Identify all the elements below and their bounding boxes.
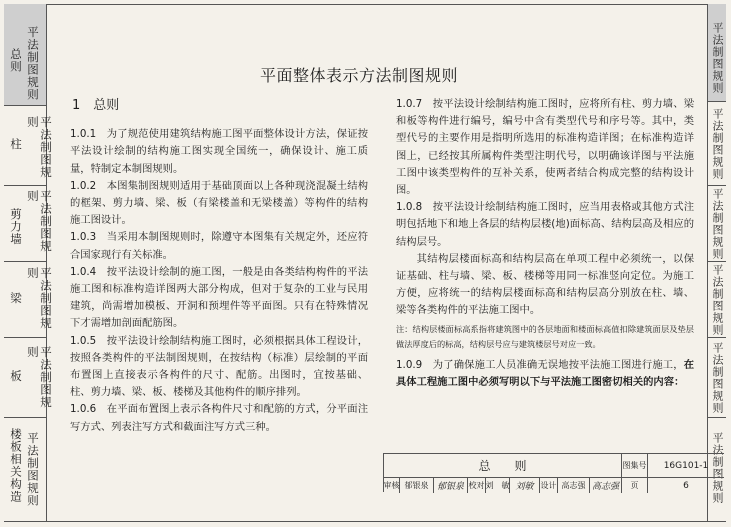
left-tab-main: 平法制图规则 xyxy=(26,346,53,409)
left-tab-slab[interactable] xyxy=(4,338,53,418)
clause-1-0-9 xyxy=(396,357,694,391)
note-text: 注：结构层楼面标高系指将建筑图中的各层地面和楼面标高值扣除建筑面层及垫层做法厚度后的标高，结构层号应与建筑楼层号对应一致。 xyxy=(396,323,694,350)
design-label: 设计 xyxy=(540,478,558,493)
clause-1-0-9-bold: 在具体工程施工图中必须写明以下与平法施工图密切相关的内容： xyxy=(396,358,694,388)
right-tab-label: 平法制图规则 xyxy=(711,108,724,180)
left-tab-sub: 柱 xyxy=(9,138,23,151)
left-column xyxy=(70,97,368,436)
checker-signature: 刘敏 xyxy=(510,478,540,493)
clause-1-0-8-continued: 其结构层楼面标高和结构层高在单项工程中必须统一，以保证基础、柱与墙、梁、板、楼梯等用同一标准竖向定位。为施工方便，应将统一的结构层楼面标高和结构层高分别放在柱、墙、梁等各类构件的平法施工图中。 xyxy=(396,252,694,317)
left-tab-sub: 板 xyxy=(9,370,23,383)
right-tab-2[interactable] xyxy=(707,102,726,186)
right-tab-1[interactable] xyxy=(707,4,726,102)
left-tab-slab-related[interactable] xyxy=(4,418,47,522)
page-number: 6 xyxy=(683,480,689,491)
right-tab-4[interactable] xyxy=(707,262,726,338)
right-tab-label: 平法制图规则 xyxy=(711,342,724,414)
left-tab-sub: 梁 xyxy=(9,292,23,305)
left-tab-main: 平法制图规则 xyxy=(26,267,53,330)
left-tab-sub: 剪力墙 xyxy=(9,208,23,246)
section-heading: 1 总则 xyxy=(72,98,120,113)
right-tab-label: 平法制图规则 xyxy=(711,264,724,336)
clause-1-0-5: 1.0.5 按平法设计绘制结构施工图时，必须根据具体工程设计，按照各类构件的平法制图规则，在按结构（标准）层绘制的平面布置图上直接表示各构件的尺寸、配筋。出图时，宜按基础、柱、剪力墙、梁、板、楼梯及其他构件的顺序排列。 xyxy=(70,334,368,399)
left-tab-shear-wall[interactable] xyxy=(4,186,53,262)
clause-1-0-8: 1.0.8 按平法设计绘制结构施工图时，应当用表格或其他方式注明包括地下和地上各层的结构层楼(地)面标高、结构层高及相应的结构层号。 xyxy=(396,201,694,248)
right-tab-3[interactable] xyxy=(707,186,726,262)
left-tab-main: 平法制图规则 xyxy=(26,116,53,179)
designer-signature: 高志强 xyxy=(590,478,622,493)
clause-1-0-7: 1.0.7 按平法设计绘制结构施工图时，应将所有柱、剪力墙、梁和板等构件进行编号，编号中含有类型代号和序号等。其中，类型代号的主要作用是指明所选用的标准构造详图；在标准构造详图上，已经按其所属构件类型注明代号，以明确该详图与平法施工图中该类型构件的互补关系，使两者结合构成完整的结构设计图。 xyxy=(396,98,694,197)
clause-1-0-2: 1.0.2 本图集制图规则适用于基础顶面以上各种现浇混凝土结构的框架、剪力墙、梁、板（有梁楼盖和无梁楼盖）等构件的结构施工图设计。 xyxy=(70,179,368,227)
right-tab-label: 平法制图规则 xyxy=(711,188,724,260)
left-tab-general[interactable] xyxy=(4,4,47,106)
section-name: 总 则 xyxy=(384,454,622,478)
title-block xyxy=(383,453,724,492)
right-tab-label: 平法制图规则 xyxy=(711,432,724,504)
left-tab-main: 平法制图规则 xyxy=(26,432,40,507)
left-tab-column[interactable] xyxy=(4,106,53,186)
left-tab-sub: 总则 xyxy=(9,48,23,73)
right-tab-5[interactable] xyxy=(707,338,726,418)
reviewer-signature: 郁银泉 xyxy=(434,478,468,493)
left-tab-sub: 楼板相关构造 xyxy=(9,428,23,503)
left-tab-main: 平法制图规则 xyxy=(26,26,40,101)
clause-1-0-6: 1.0.6 在平面布置图上表示各构件尺寸和配筋的方式，分平面注写方式、列表注写方式和截面注写方式三种。 xyxy=(70,403,368,433)
clause-1-0-9-text: 1.0.9 为了确保施工人员准确无误地按平法施工图进行施工， xyxy=(396,358,684,371)
left-tab-beam[interactable] xyxy=(4,262,53,338)
atlas-no: 16G101-1 xyxy=(648,454,724,478)
reviewer-name: 郁银泉 xyxy=(400,478,434,493)
checker-name: 刘 敏 xyxy=(486,478,510,493)
left-tab-main: 平法制图规则 xyxy=(26,190,53,253)
designer-name: 高志强 xyxy=(558,478,590,493)
clause-1-0-3: 1.0.3 当采用本制图规则时，除遵守本图集有关规定外，还应符合国家现行有关标准。 xyxy=(70,231,368,261)
review-label: 审核 xyxy=(384,478,400,493)
clause-1-0-4: 1.0.4 按平法设计绘制的施工图，一般是由各类结构构件的平法施工图和标准构造详图两大部分构成，但对于复杂的工业与民用建筑，尚需增加模板、开洞和预埋件等平面图。只有在特殊情况下才需增加剖面配筋图。 xyxy=(70,265,368,330)
clause-1-0-1: 1.0.1 为了规范使用建筑结构施工图平面整体设计方法，保证按平法设计绘制的结构施工图实现全国统一，确保设计、施工质量，特制定本制图规则。 xyxy=(70,128,368,175)
right-column xyxy=(396,96,694,391)
right-tab-label: 平法制图规则 xyxy=(711,22,724,94)
atlas-no-label: 图集号 xyxy=(622,454,648,478)
page-title: 平面整体表示方法制图规则 xyxy=(260,66,459,85)
check-label: 校对 xyxy=(468,478,486,493)
page-label: 页 xyxy=(622,478,648,493)
